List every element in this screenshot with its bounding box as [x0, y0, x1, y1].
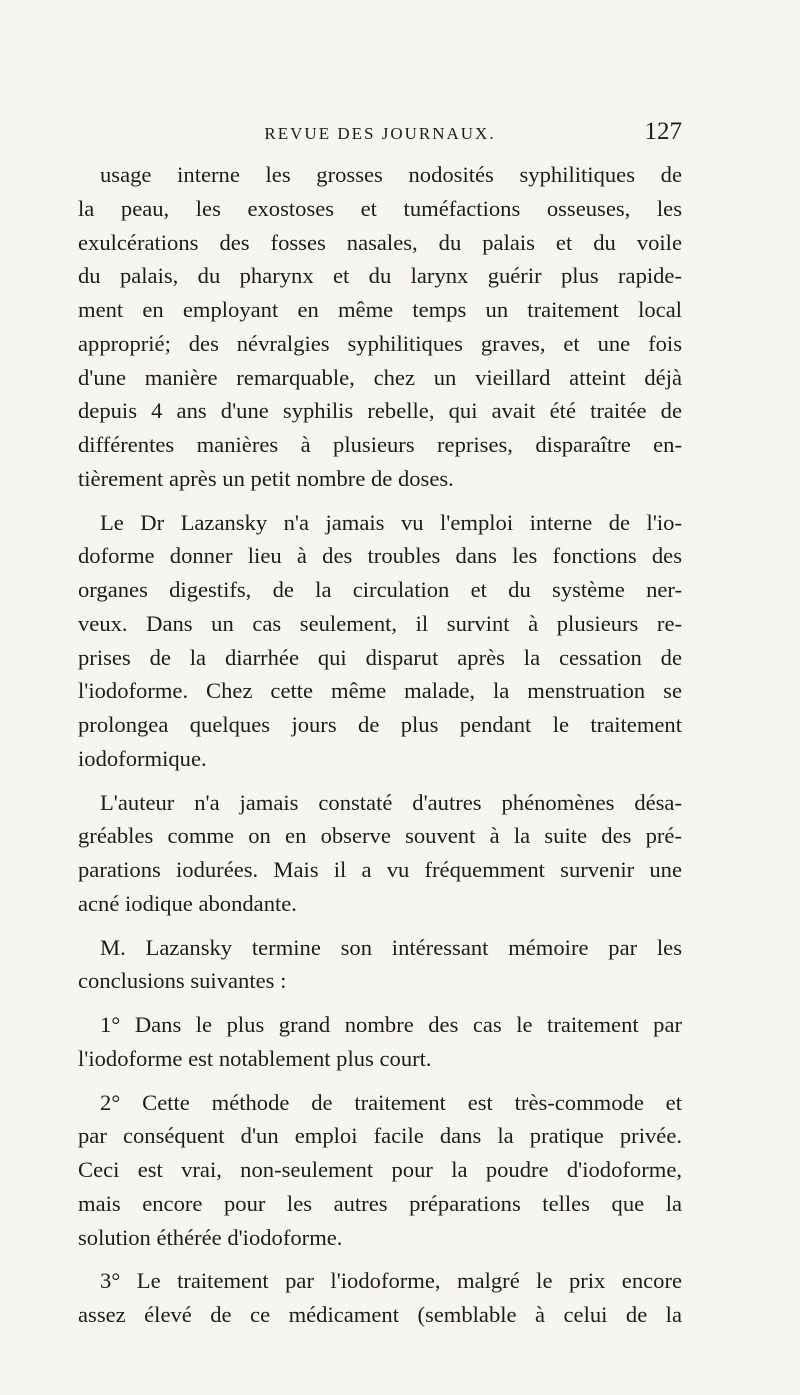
paragraph	[78, 1264, 682, 1332]
text-line: doforme donner lieu à des troubles dans les fonctions des	[78, 543, 682, 569]
text-line: organes digestifs, de la circulation et du système ner-	[78, 577, 682, 602]
text-line: prolongea quelques jours de plus pendant le traitement	[78, 712, 682, 737]
running-title: REVUE DES JOURNAUX.	[264, 124, 496, 143]
text-line: 1° Dans le plus grand nombre des cas le traitement par	[100, 1012, 682, 1037]
text-line: iodoformique.	[78, 745, 207, 771]
text-line: la peau, les exostoses et tuméfactions osseuses, les	[78, 195, 682, 221]
text-line: mais encore pour les autres préparations telles que la	[78, 1190, 682, 1216]
text-line: l'iodoforme. Chez cette même malade, la menstruation se	[78, 678, 682, 704]
text-line: exulcérations des fosses nasales, du palais et du voile	[78, 229, 682, 255]
text-line: veux. Dans un cas seulement, il survint à plusieurs re-	[78, 610, 682, 636]
text-line: solution éthérée d'iodoforme.	[78, 1224, 343, 1250]
text-line: 3° Le traitement par l'iodoforme, malgré le prix encore	[100, 1268, 682, 1294]
text-line: prises de la diarrhée qui disparut après la cessation de	[78, 644, 682, 670]
text-line: Ceci est vrai, non-seulement pour la poudre d'iodoforme,	[78, 1157, 682, 1182]
body-text	[78, 158, 682, 1342]
text-line: différentes manières à plusieurs reprises, disparaître en-	[78, 432, 682, 457]
text-line: l'iodoforme est notablement plus court.	[78, 1045, 432, 1071]
text-line: ment en employant en même temps un traitement local	[78, 297, 682, 322]
text-line: tièrement après un petit nombre de doses.	[78, 465, 454, 491]
text-line: acné iodique abondante.	[78, 890, 297, 916]
text-line: du palais, du pharynx et du larynx guérir plus rapide-	[78, 263, 682, 289]
text-line: L'auteur n'a jamais constaté d'autres phénomènes désa-	[100, 789, 682, 815]
paragraph	[78, 158, 682, 496]
text-line: parations iodurées. Mais il a vu fréquemment survenir une	[78, 857, 682, 882]
text-line: conclusions suivantes :	[78, 968, 287, 994]
text-line: depuis 4 ans d'une syphilis rebelle, qui avait été traitée de	[78, 398, 682, 424]
text-line: approprié; des névralgies syphilitiques graves, et une fois	[78, 330, 682, 356]
paragraph	[78, 931, 682, 999]
paragraph	[78, 506, 682, 776]
text-line: gréables comme on en observe souvent à la suite des pré-	[78, 823, 682, 849]
text-line: par conséquent d'un emploi facile dans la pratique privée.	[78, 1123, 682, 1149]
text-line: d'une manière remarquable, chez un vieillard atteint déjà	[78, 364, 682, 390]
paragraph	[78, 1086, 682, 1255]
text-line: assez élevé de ce médicament (semblable à celui de la	[78, 1302, 682, 1327]
page-number: 127	[644, 118, 682, 145]
paragraph	[78, 786, 682, 921]
text-line: usage interne les grosses nodosités syphilitiques de	[100, 162, 682, 187]
text-line: 2° Cette méthode de traitement est très-commode et	[100, 1089, 682, 1115]
text-line: Le Dr Lazansky n'a jamais vu l'emploi interne de l'io-	[100, 509, 682, 535]
text-line: M. Lazansky termine son intéressant mémoire par les	[100, 934, 682, 960]
paragraph	[78, 1008, 682, 1076]
running-head	[78, 118, 682, 150]
